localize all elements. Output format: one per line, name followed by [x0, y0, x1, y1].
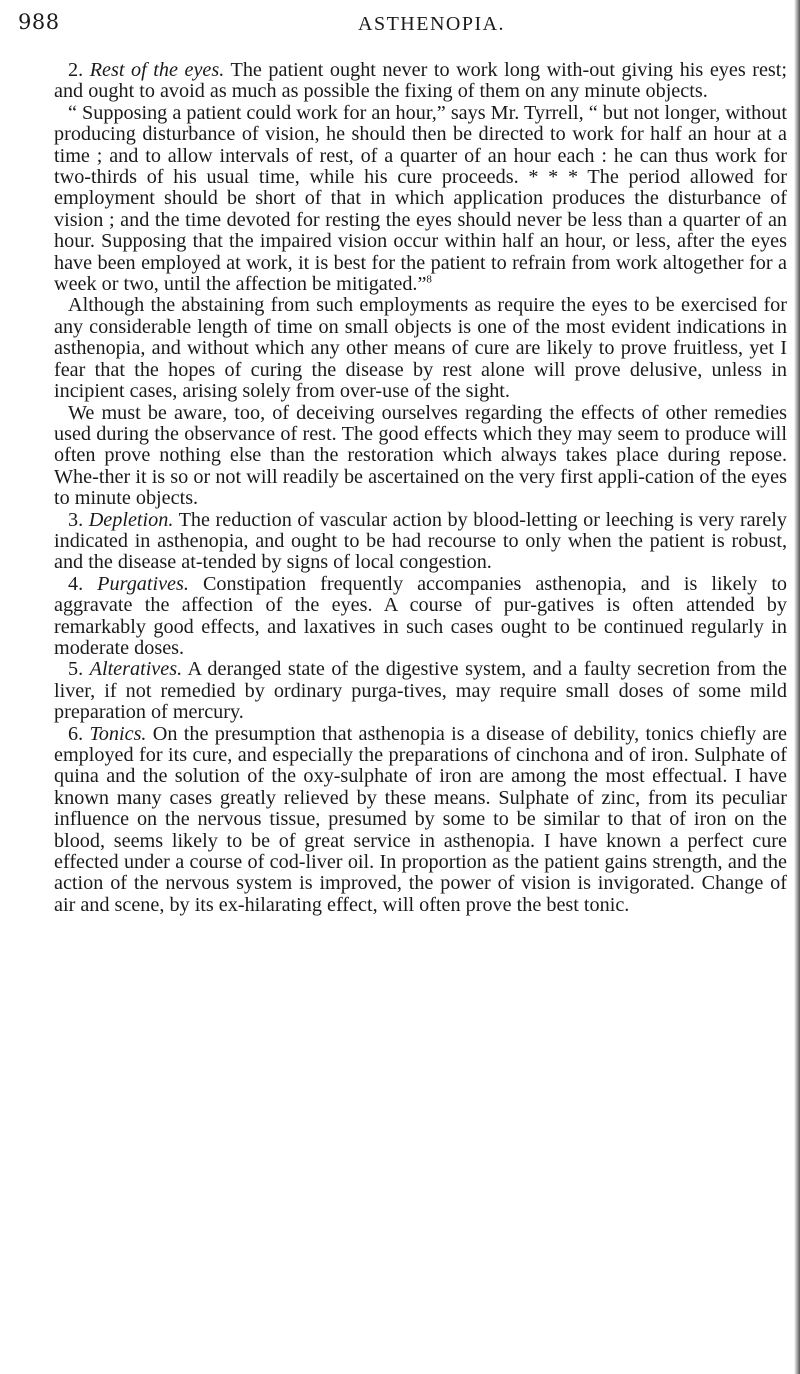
paragraph-text: A deranged state of the digestive system, and a faulty secretion from the liver, if not remedied by ordinary purga-tives, may require small doses of some mild preparation of mercury.: [54, 658, 788, 724]
paragraph-depletion: [54, 510, 787, 574]
page-header: [18, 10, 778, 50]
paragraph-deceiving: [54, 403, 787, 510]
paragraph-purgatives: [54, 574, 787, 660]
running-title: ASTHENOPIA.: [358, 13, 506, 35]
paragraph-tyrrell-quote: [54, 103, 787, 296]
paragraph-text: The reduction of vascular action by blood-letting or leeching is very rarely indicated in asthenopia, and ought to be had recourse to only when the patient is robust, and the disease at-tended by signs of local congestion.: [54, 508, 788, 574]
section-label: Depletion.: [88, 508, 174, 531]
paragraph-rest-of-eyes: [54, 60, 787, 103]
section-label: Rest of the eyes.: [89, 59, 225, 81]
page-edge-shadow: [794, 0, 800, 1374]
footnote-marker: 8: [426, 273, 432, 286]
paragraph-tonics: [54, 724, 787, 917]
paragraph-abstaining: [54, 295, 787, 402]
body-text: [54, 60, 787, 916]
paragraph-text: On the presumption that asthenopia is a disease of debility, tonics chiefly are employed for its cure, and especially the preparations of cinchona and of iron. Sulphate of quina and the solution of the oxy-sulphate of iron are among the most effectual. I have known many cases greatly relieved by these means. Sulphate of zinc, from its peculiar influence on the nervous tissue, presumed by some to be similar to that of iron on the blood, seems likely to be of great service in asthenopia. I have known a perfect cure effected under a course of cod-liver oil. In proportion as the patient gains strength, and the action of the nervous system is improved, the power of vision is invigorated. Change of air and scene, by its ex-hilarating effect, will often prove the best tonic.: [54, 722, 788, 916]
paragraph-text: The patient ought never to work long with-out giving his eyes rest; and ought to avoid as much as possible the fixing of them on any minute objects.: [54, 59, 788, 103]
paragraph-text: “ Supposing a patient could work for an hour,” says Mr. Tyrrell, “ but not longer, without producing disturbance of vision, he should then be directed to work for half an hour at a time ; and to allow intervals of rest, of a quarter of an hour each : he can thus work for two-thirds of his usual time, while his cure proceeds. * * * The period allowed for employment should be short of that in which application produces the disturbance of vision ; and the time devoted for resting the eyes should never be less than a quarter of an hour. Supposing that the impaired vision occur within half an hour, or less, after the eyes have been employed at work, it is best for the patient to refrain from work altogether for a week or two, until the affection be mitigated.”: [54, 101, 787, 296]
section-label: Tonics.: [89, 722, 147, 745]
paragraph-alteratives: [54, 659, 787, 723]
section-label: Alteratives.: [89, 658, 183, 681]
section-number: 4.: [68, 572, 84, 595]
section-number: 3.: [68, 508, 84, 531]
paragraph-text: Although the abstaining from such employments as require the eyes to be exercised for any considerable length of time on small objects is one of the most evident indications in asthenopia, and without which any other means of cure are likely to prove fruitless, yet I fear that the hopes of curing the disease by rest alone will prove delusive, unless in incipient cases, arising solely from over-use of the sight.: [54, 294, 787, 403]
section-label: Purgatives.: [97, 572, 189, 595]
page-number: 988: [18, 10, 60, 34]
section-number: 5.: [68, 658, 84, 681]
paragraph-text: We must be aware, too, of deceiving ourselves regarding the effects of other remedies used during the observance of rest. The good effects which they may seem to produce will often prove nothing else than the restoration which always takes place during repose. Whe-ther it is so or not will readily be ascertained on the very first appli-cation of the eyes to minute objects.: [54, 401, 787, 510]
paragraph-text: Constipation frequently accompanies asthenopia, and is likely to aggravate the affection of the eyes. A course of pur-gatives is often attended by remarkably good effects, and laxatives in such cases ought to be continued regularly in moderate doses.: [54, 572, 788, 659]
section-number: 6.: [68, 722, 84, 745]
section-number: 2.: [68, 59, 84, 81]
